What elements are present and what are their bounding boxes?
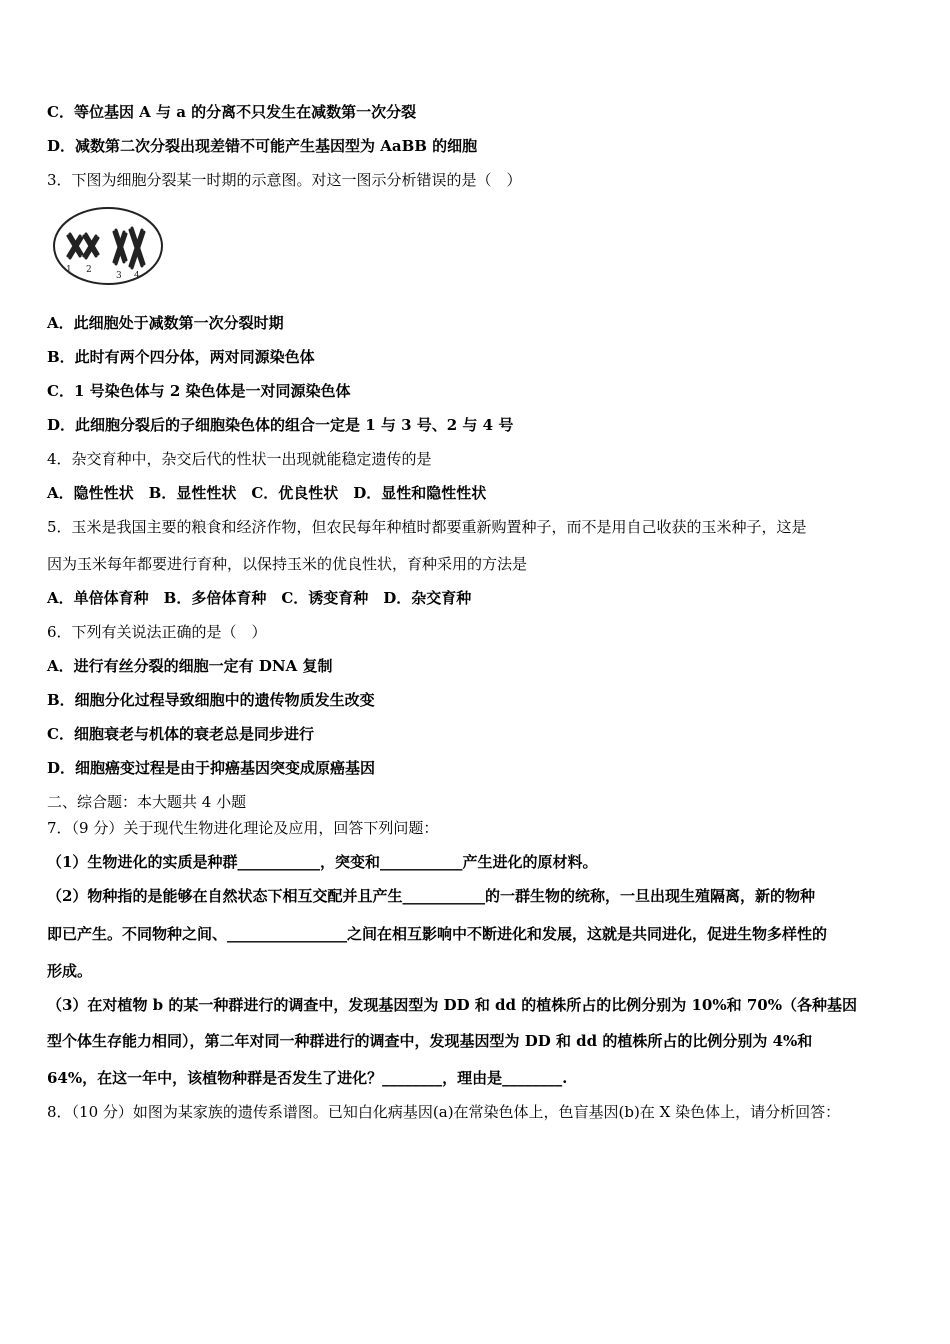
chromosome-3 bbox=[114, 230, 126, 264]
chromosome-label-1: 1 bbox=[66, 265, 72, 275]
q5-stem-line2: 因为玉米每年都要进行育种，以保持玉米的优良性状，育种采用的方法是 bbox=[47, 555, 528, 573]
q5-options: A．单倍体育种 B．多倍体育种 C．诱变育种 D．杂交育种 bbox=[47, 589, 472, 607]
q5-stem-line1: 5．玉米是我国主要的粮食和经济作物，但农民每年种植时都要重新购置种子，而不是用自己收获的玉米种子，这是 bbox=[47, 518, 807, 536]
chromosome-label-3: 3 bbox=[116, 271, 122, 281]
q6-option-a: A．进行有丝分裂的细胞一定有 DNA 复制 bbox=[47, 657, 333, 675]
q6-option-b: B．细胞分化过程导致细胞中的遗传物质发生改变 bbox=[47, 691, 375, 709]
q8-stem: 8．（10 分）如图为某家族的遗传系谱图。已知白化病基因(a)在常染色体上，色盲基因(b)在 X 染色体上，请分析回答： bbox=[47, 1103, 841, 1121]
q3-stem: 3．下图为细胞分裂某一时期的示意图。对这一图示分析错误的是（ ） bbox=[47, 171, 522, 189]
chromosome-label-4: 4 bbox=[134, 271, 140, 281]
q6-option-d: D．细胞癌变过程是由于抑癌基因突变成原癌基因 bbox=[47, 759, 376, 777]
q7-part2-line3: 形成。 bbox=[47, 962, 93, 980]
chromosome-4 bbox=[130, 228, 144, 268]
q2-option-d: D．减数第二次分裂出现差错不可能产生基因型为 AaBB 的细胞 bbox=[47, 137, 478, 155]
q7-part3-line1: （3）在对植物 b 的某一种群进行的调查中，发现基因型为 DD 和 dd 的植株所占的比例分别为 10%和 70%（各种基因 bbox=[47, 996, 857, 1014]
q3-option-d: D．此细胞分裂后的子细胞染色体的组合一定是 1 与 3 号、2 与 4 号 bbox=[47, 416, 514, 434]
q7-stem: 7．（9 分）关于现代生物进化理论及应用，回答下列问题： bbox=[47, 819, 439, 837]
q7-part2-line1: （2）物种指的是能够在自然状态下相互交配并且产生___________的一群生物的统称，一旦出现生殖隔离，新的物种 bbox=[47, 887, 815, 905]
q6-stem: 6．下列有关说法正确的是（ ） bbox=[47, 623, 267, 641]
q7-part1: （1）生物进化的实质是种群___________，突变和___________产生进化的原材料。 bbox=[47, 853, 598, 871]
q7-part3-line3: 64%，在这一年中，该植物种群是否发生了进化？________，理由是________. bbox=[47, 1069, 568, 1087]
chromosome-2 bbox=[84, 234, 98, 258]
q7-part3-line2: 型个体生存能力相同），第二年对同一种群进行的调查中，发现基因型为 DD 和 dd 的植株所占的比例分别为 4%和 bbox=[47, 1032, 813, 1050]
q4-stem: 4．杂交育种中，杂交后代的性状一出现就能稳定遗传的是 bbox=[47, 450, 432, 468]
q3-option-c: C．1 号染色体与 2 染色体是一对同源染色体 bbox=[47, 382, 351, 400]
q7-part2-line2: 即已产生。不同物种之间、________________之间在相互影响中不断进化和发展，这就是共同进化，促进生物多样性的 bbox=[47, 925, 828, 943]
q3-option-a: A．此细胞处于减数第一次分裂时期 bbox=[47, 314, 284, 332]
section2-title: 二、综合题：本大题共 4 小题 bbox=[47, 793, 247, 811]
chromosome-label-2: 2 bbox=[86, 265, 92, 275]
q4-options: A．隐性性状 B．显性性状 C．优良性状 D．显性和隐性性状 bbox=[47, 484, 487, 502]
cell-division-figure bbox=[50, 204, 166, 290]
q2-option-c: C．等位基因 A 与 a 的分离不只发生在减数第一次分裂 bbox=[47, 103, 417, 121]
q6-option-c: C．细胞衰老与机体的衰老总是同步进行 bbox=[47, 725, 314, 743]
q3-option-b: B．此时有两个四分体，两对同源染色体 bbox=[47, 348, 315, 366]
chromosome-1 bbox=[68, 234, 82, 258]
